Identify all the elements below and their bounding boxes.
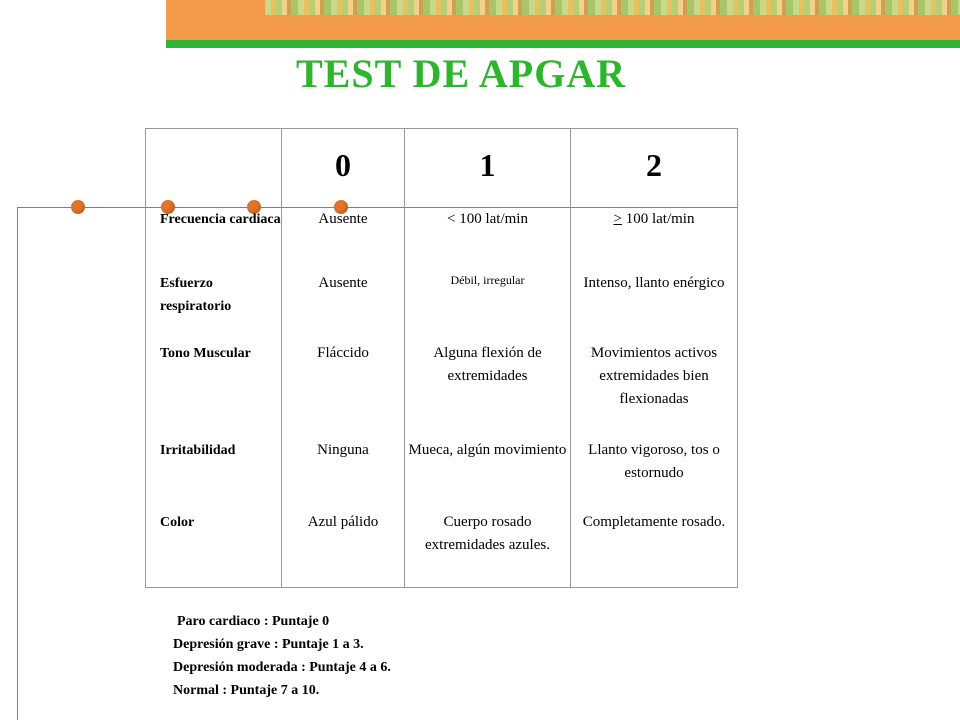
table-row [146,336,738,433]
row-label: Esfuerzo respiratorio [146,266,282,336]
row-label: Color [146,505,282,587]
apgar-table [145,128,738,588]
cell-score-1: Débil, irregular [405,266,571,336]
cell-score-0: Fláccido [282,336,405,433]
cell-score-1: Mueca, algún movimiento [405,433,571,505]
cell-score-2-text: 100 lat/min [621,211,695,227]
cell-score-2: Intenso, llanto enérgico [571,266,738,336]
cell-score-1: Cuerpo rosado extremidades azules. [405,505,571,587]
header-score-1: 1 [405,129,571,203]
cell-score-2: Movimientos activos extremidades bien flexionadas [571,336,738,433]
note-line: Paro cardiaco : Puntaje 0 [177,614,330,629]
table-row [146,505,738,587]
score-notes [173,610,391,702]
table-row [146,202,738,266]
table-row [146,266,738,336]
cell-score-0: Ninguna [282,433,405,505]
header-score-0: 0 [282,129,405,203]
cell-score-1: Alguna flexión de extremidades [405,336,571,433]
greater-equal-symbol: > [613,211,622,227]
cell-score-2: Completamente rosado. [571,505,738,587]
header-green-bar [166,40,960,48]
cell-score-0: Ausente [282,266,405,336]
note-line: Depresión moderada : Puntaje 4 a 6. [173,660,391,675]
row-label: Frecuencia cardiaca [146,202,282,266]
note-line: Depresión grave : Puntaje 1 a 3. [173,637,364,652]
page-title: TEST DE APGAR [296,51,627,96]
bullet-dot-icon [71,200,85,214]
header-texture-strip [265,0,960,15]
cell-score-0: Ausente [282,202,405,266]
cell-score-1: < 100 lat/min [405,202,571,266]
left-vertical-rule [17,207,18,720]
note-line: Normal : Puntaje 7 a 10. [173,683,320,698]
row-label: Irritabilidad [146,433,282,505]
row-label: Tono Muscular [146,336,282,433]
cell-score-2: Llanto vigoroso, tos o estornudo [571,433,738,505]
cell-score-0: Azul pálido [282,505,405,587]
header-score-2: 2 [571,129,738,203]
table-header-row [146,129,738,203]
table-row [146,433,738,505]
header-empty-cell [146,129,282,203]
cell-score-2 [571,202,738,266]
